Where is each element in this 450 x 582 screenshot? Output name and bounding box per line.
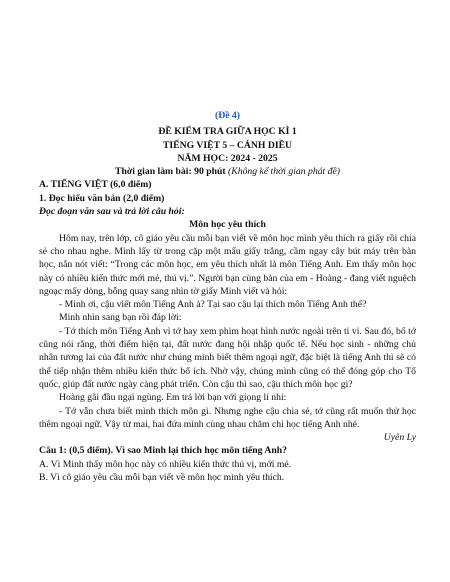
- part-1-heading: 1. Đọc hiểu văn bản (2,0 điểm): [39, 192, 165, 204]
- story-paragraph: Minh nhìn sang bạn rồi đáp lời:: [59, 312, 182, 324]
- exam-code: (Đề 4): [214, 110, 240, 121]
- time-label: Thời gian làm bài: 90 phút: [114, 166, 226, 178]
- story-paragraph: Hoàng gãi đầu ngại ngùng. Em trả lời bạn với giọng lí nhí:: [59, 392, 287, 404]
- school-year: NĂM HỌC: 2024 - 2025: [177, 152, 278, 164]
- question-1-option-b: B. Vì cô giáo yêu cầu mỗi bạn viết về môn học mình yêu thích.: [39, 472, 285, 484]
- story-paragraph: - Minh ơi, cậu viết môn Tiếng Anh à? Tại sao cậu lại thích môn Tiếng Anh thế?: [59, 299, 367, 311]
- section-a-heading: A. TIẾNG VIỆT (6,0 điểm): [39, 179, 152, 191]
- time-line: [39, 165, 416, 178]
- exam-title: ĐỀ KIỂM TRA GIỮA HỌC KÌ 1: [158, 126, 297, 138]
- story-paragraph: - Tớ thích môn Tiếng Anh vì tớ hay xem phim hoạt hình nước ngoài trên ti vi. Sau đó, bố tớ cũng nói rằng, thời điểm hiện tại, đất nước đang hội nhập quốc tế. Nếu học sinh - những chủ nhân tương lai của đất nước như chúng mình biết thêm ngoại ngữ, đặc biệt là tiếng Anh thì sẽ có thể tiếp nhận thêm nhiều kiến thức bổ ích. Nhờ vậy, chúng mình cũng có thể đóng góp cho Tổ quốc, giúp đất nước ngày càng phát triển. Còn cậu thì sao, cậu thích môn học gì?: [39, 325, 416, 390]
- story-author: Uyên Ly: [383, 432, 416, 444]
- document-body: [39, 109, 416, 484]
- time-note: (Không kể thời gian phát đề): [228, 166, 341, 178]
- question-1-option-a: A. Vì Minh thấy môn học này có nhiều kiến thức thú vị, mới mẻ.: [39, 458, 292, 470]
- exam-subject: TIẾNG VIỆT 5 – CÁNH DIỀU: [162, 139, 293, 151]
- story-title: Môn học yêu thích: [189, 219, 266, 231]
- reading-instruction: Đọc đoạn văn sau và trả lời câu hỏi:: [39, 206, 185, 218]
- story-paragraph: - Tớ vẫn chưa biết mình thích môn gì. Nhưng nghe cậu chia sẻ, tớ cũng rất muốn thử học thêm ngoại ngữ. Vậy từ mai, hai đứa mình cùng nhau chăm chỉ học tiếng Anh nhé.: [39, 405, 416, 430]
- story-paragraph: Hôm nay, trên lớp, cô giáo yêu cầu mỗi bạn viết về môn học mình yêu thích ra giấy rồi chia sẻ cho nhau nghe. Minh lấy từ trong cặp một mẩu giấy trắng, cầm ngay cây bút máy trên bàn học, nắn nót viết: “Trong các môn học, em yêu thích nhất là môn Tiếng Anh. Em thấy môn học này có nhiều kiến thức mới mẻ, thú vị.”. Người bạn cùng bàn của em - Hoàng - đang viết nguệch ngoạc mấy dòng, bỗng quay sang nhìn tờ giấy Minh viết và hỏi:: [39, 232, 416, 297]
- question-1-text: Câu 1: (0,5 điểm). Vì sao Minh lại thích học môn tiếng Anh?: [39, 445, 287, 457]
